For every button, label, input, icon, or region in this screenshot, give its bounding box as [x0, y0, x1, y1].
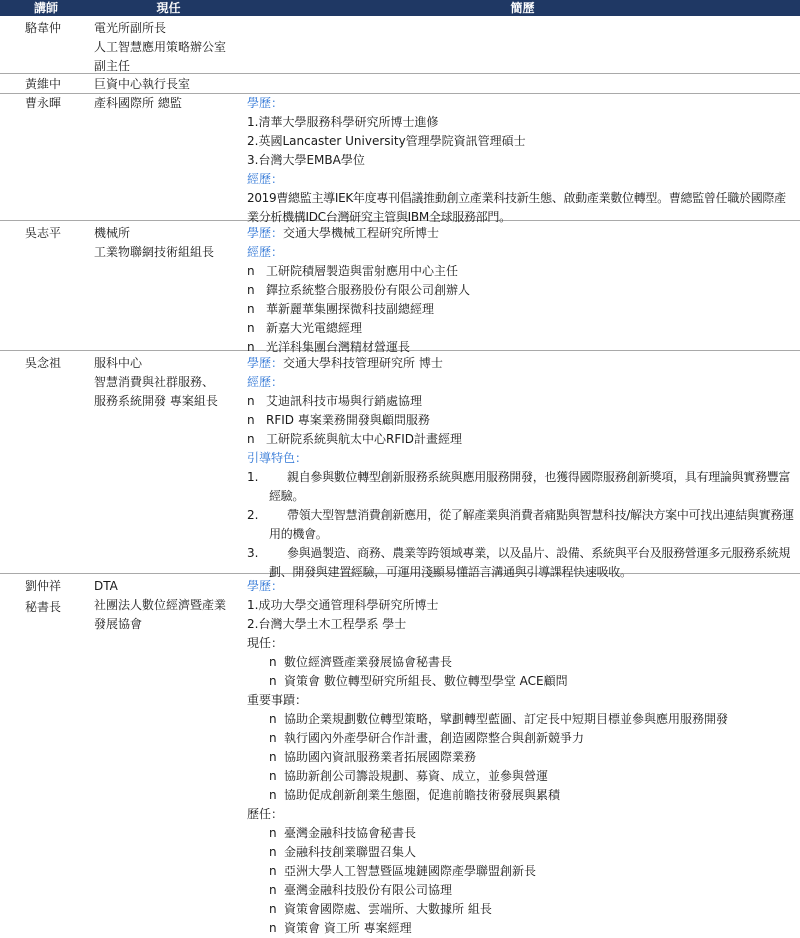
list-item: n 協助企業規劃數位轉型策略，擘劃轉型藍圖、訂定長中短期目標並參與應用服務開發	[269, 712, 729, 726]
position-line: 產科國際所 總監	[94, 96, 182, 110]
experience-text: 2019曹總監主導IEK年度專刊倡議推動創立產業科技新生態、啟動產業數位轉型。曹總監曾任職於國際產業分析機構IDC台灣研究主管與IBM全球服務部門。	[247, 191, 786, 224]
current-position	[92, 221, 247, 350]
education-label: 學歷：	[247, 579, 284, 593]
deeds-label: 重要事蹟：	[247, 693, 308, 707]
position-line: 發展協會	[94, 617, 143, 631]
lecturer-name: 吳念祖	[25, 356, 62, 370]
list-item: n 協助促成創新創業生態圈，促進前瞻技術發展與累積	[269, 788, 561, 802]
position-line: 機械所	[94, 226, 131, 240]
table-row	[0, 351, 800, 579]
position-line: 人工智慧應用策略辦公室	[94, 40, 227, 54]
list-item: n 數位經濟暨產業發展協會秘書長	[269, 655, 453, 669]
table-header	[0, 0, 800, 16]
position-line: 副主任	[94, 59, 131, 73]
education-item: 2.英國Lancaster University管理學院資訊管理碩士	[247, 134, 526, 148]
current-position	[92, 351, 247, 573]
list-item: n 協助國內資訊服務業者拓展國際業務	[269, 750, 477, 764]
education-text: 交通大學機械工程研究所博士	[283, 226, 440, 240]
education-item: 1.成功大學交通管理科學研究所博士	[247, 598, 439, 612]
list-item: n 資策會 資工所 專案經理	[269, 921, 412, 935]
education-item: 3.台灣大學EMBA學位	[247, 153, 365, 167]
list-item: n RFID 專案業務開發與顧問服務	[247, 413, 430, 427]
position-line: 智慧消費與社群服務、	[94, 375, 215, 389]
education-label: 學歷：	[247, 356, 284, 370]
experience-label: 經歷：	[247, 375, 284, 389]
list-item: 1. 親自參與數位轉型創新服務系統與應用服務開發，也獲得國際服務創新獎項，具有理論與實務豐富經驗。	[247, 470, 791, 503]
biography	[247, 74, 800, 93]
list-item: n 協助新創公司籌設規劃、募資、成立，並參與營運	[269, 769, 549, 783]
lecturer-name: 曹永暉	[25, 96, 62, 110]
experience-label: 經歷：	[247, 245, 284, 259]
current-position	[92, 16, 247, 73]
position-line: 工業物聯網技術組組長	[94, 245, 215, 259]
position-line: 服務系統開發 專案組長	[94, 394, 218, 408]
list-item: 2. 帶領大型智慧消費創新應用，從了解產業與消費者痛點與智慧科技/解決方案中可找出連結與實務運用的機會。	[247, 508, 794, 541]
list-item: n 光洋科集團台灣精材營運長	[247, 340, 411, 354]
lecturer-name: 吳志平	[25, 226, 62, 240]
list-item: n 臺灣金融科技股份有限公司協理	[269, 883, 453, 897]
list-item: n 鐸拉系統整合服務股份有限公司創辦人	[247, 283, 471, 297]
position-line: 服科中心	[94, 356, 143, 370]
list-item: n 臺灣金融科技協會秘書長	[269, 826, 417, 840]
table-row	[0, 221, 800, 354]
position-line: DTA	[94, 579, 118, 593]
position-line: 社團法人數位經濟暨產業	[94, 598, 227, 612]
current-position	[92, 74, 247, 93]
education-item: 1.清華大學服務科學研究所博士進修	[247, 115, 439, 129]
header-current-position: 現任	[156, 1, 181, 15]
education-label: 學歷：	[247, 96, 284, 110]
education-text: 交通大學科技管理研究所 博士	[283, 356, 443, 370]
list-item: n 工研院系統與航太中心RFID計畫經理	[247, 432, 463, 446]
biography	[247, 94, 800, 224]
list-item: n 華新麗華集團探微科技副總經理	[247, 302, 435, 316]
past-label: 歷任：	[247, 807, 284, 821]
lecturer-title: 秘書長	[25, 600, 62, 614]
list-item: n 亞洲大學人工智慧暨區塊鏈國際產學聯盟創新長	[269, 864, 537, 878]
table-row	[0, 574, 800, 935]
lecturer-name: 黃維中	[25, 77, 62, 91]
lecturer-name-text: 劉仲祥	[25, 579, 62, 593]
header-biography: 簡歷	[510, 1, 535, 15]
list-item: n 資策會國際處、雲端所、大數據所 組長	[269, 902, 492, 916]
table-row	[0, 74, 800, 94]
biography	[247, 221, 800, 354]
list-item: 3. 參與過製造、商務、農業等跨領域專業，以及晶片、設備、系統與平台及服務營運多元服務系統規劃、開發與建置經驗，可運用淺顯易懂語言溝通與引導課程快速吸收。	[247, 546, 791, 579]
biography	[247, 351, 800, 579]
lecturer-name	[0, 574, 92, 923]
list-item: n 資策會 數位轉型研究所組長、數位轉型學堂 ACE顧問	[269, 674, 568, 688]
position-line: 電光所副所長	[94, 21, 167, 35]
current-position	[92, 94, 247, 220]
lecturer-name: 駱韋仲	[25, 21, 62, 35]
table-row	[0, 16, 800, 74]
experience-label: 經歷：	[247, 172, 284, 186]
current-position	[92, 574, 247, 923]
position-line: 巨資中心執行長室	[94, 77, 191, 91]
biography	[247, 574, 800, 935]
biography	[247, 16, 800, 73]
list-item: n 新嘉大光電總經理	[247, 321, 363, 335]
table-row	[0, 94, 800, 224]
list-item: n 艾迪訊科技市場與行銷處協理	[247, 394, 423, 408]
list-item: n 執行國內外產學研合作計畫，創造國際整合與創新競爭力	[269, 731, 585, 745]
guide-label: 引導特色：	[247, 451, 308, 465]
list-item: n 金融科技創業聯盟召集人	[269, 845, 417, 859]
education-item: 2.台灣大學土木工程學系 學士	[247, 617, 407, 631]
header-lecturer: 講師	[33, 1, 58, 15]
current-label: 現任：	[247, 636, 284, 650]
list-item: n 工研院積層製造與雷射應用中心主任	[247, 264, 459, 278]
education-label: 學歷：	[247, 226, 284, 240]
